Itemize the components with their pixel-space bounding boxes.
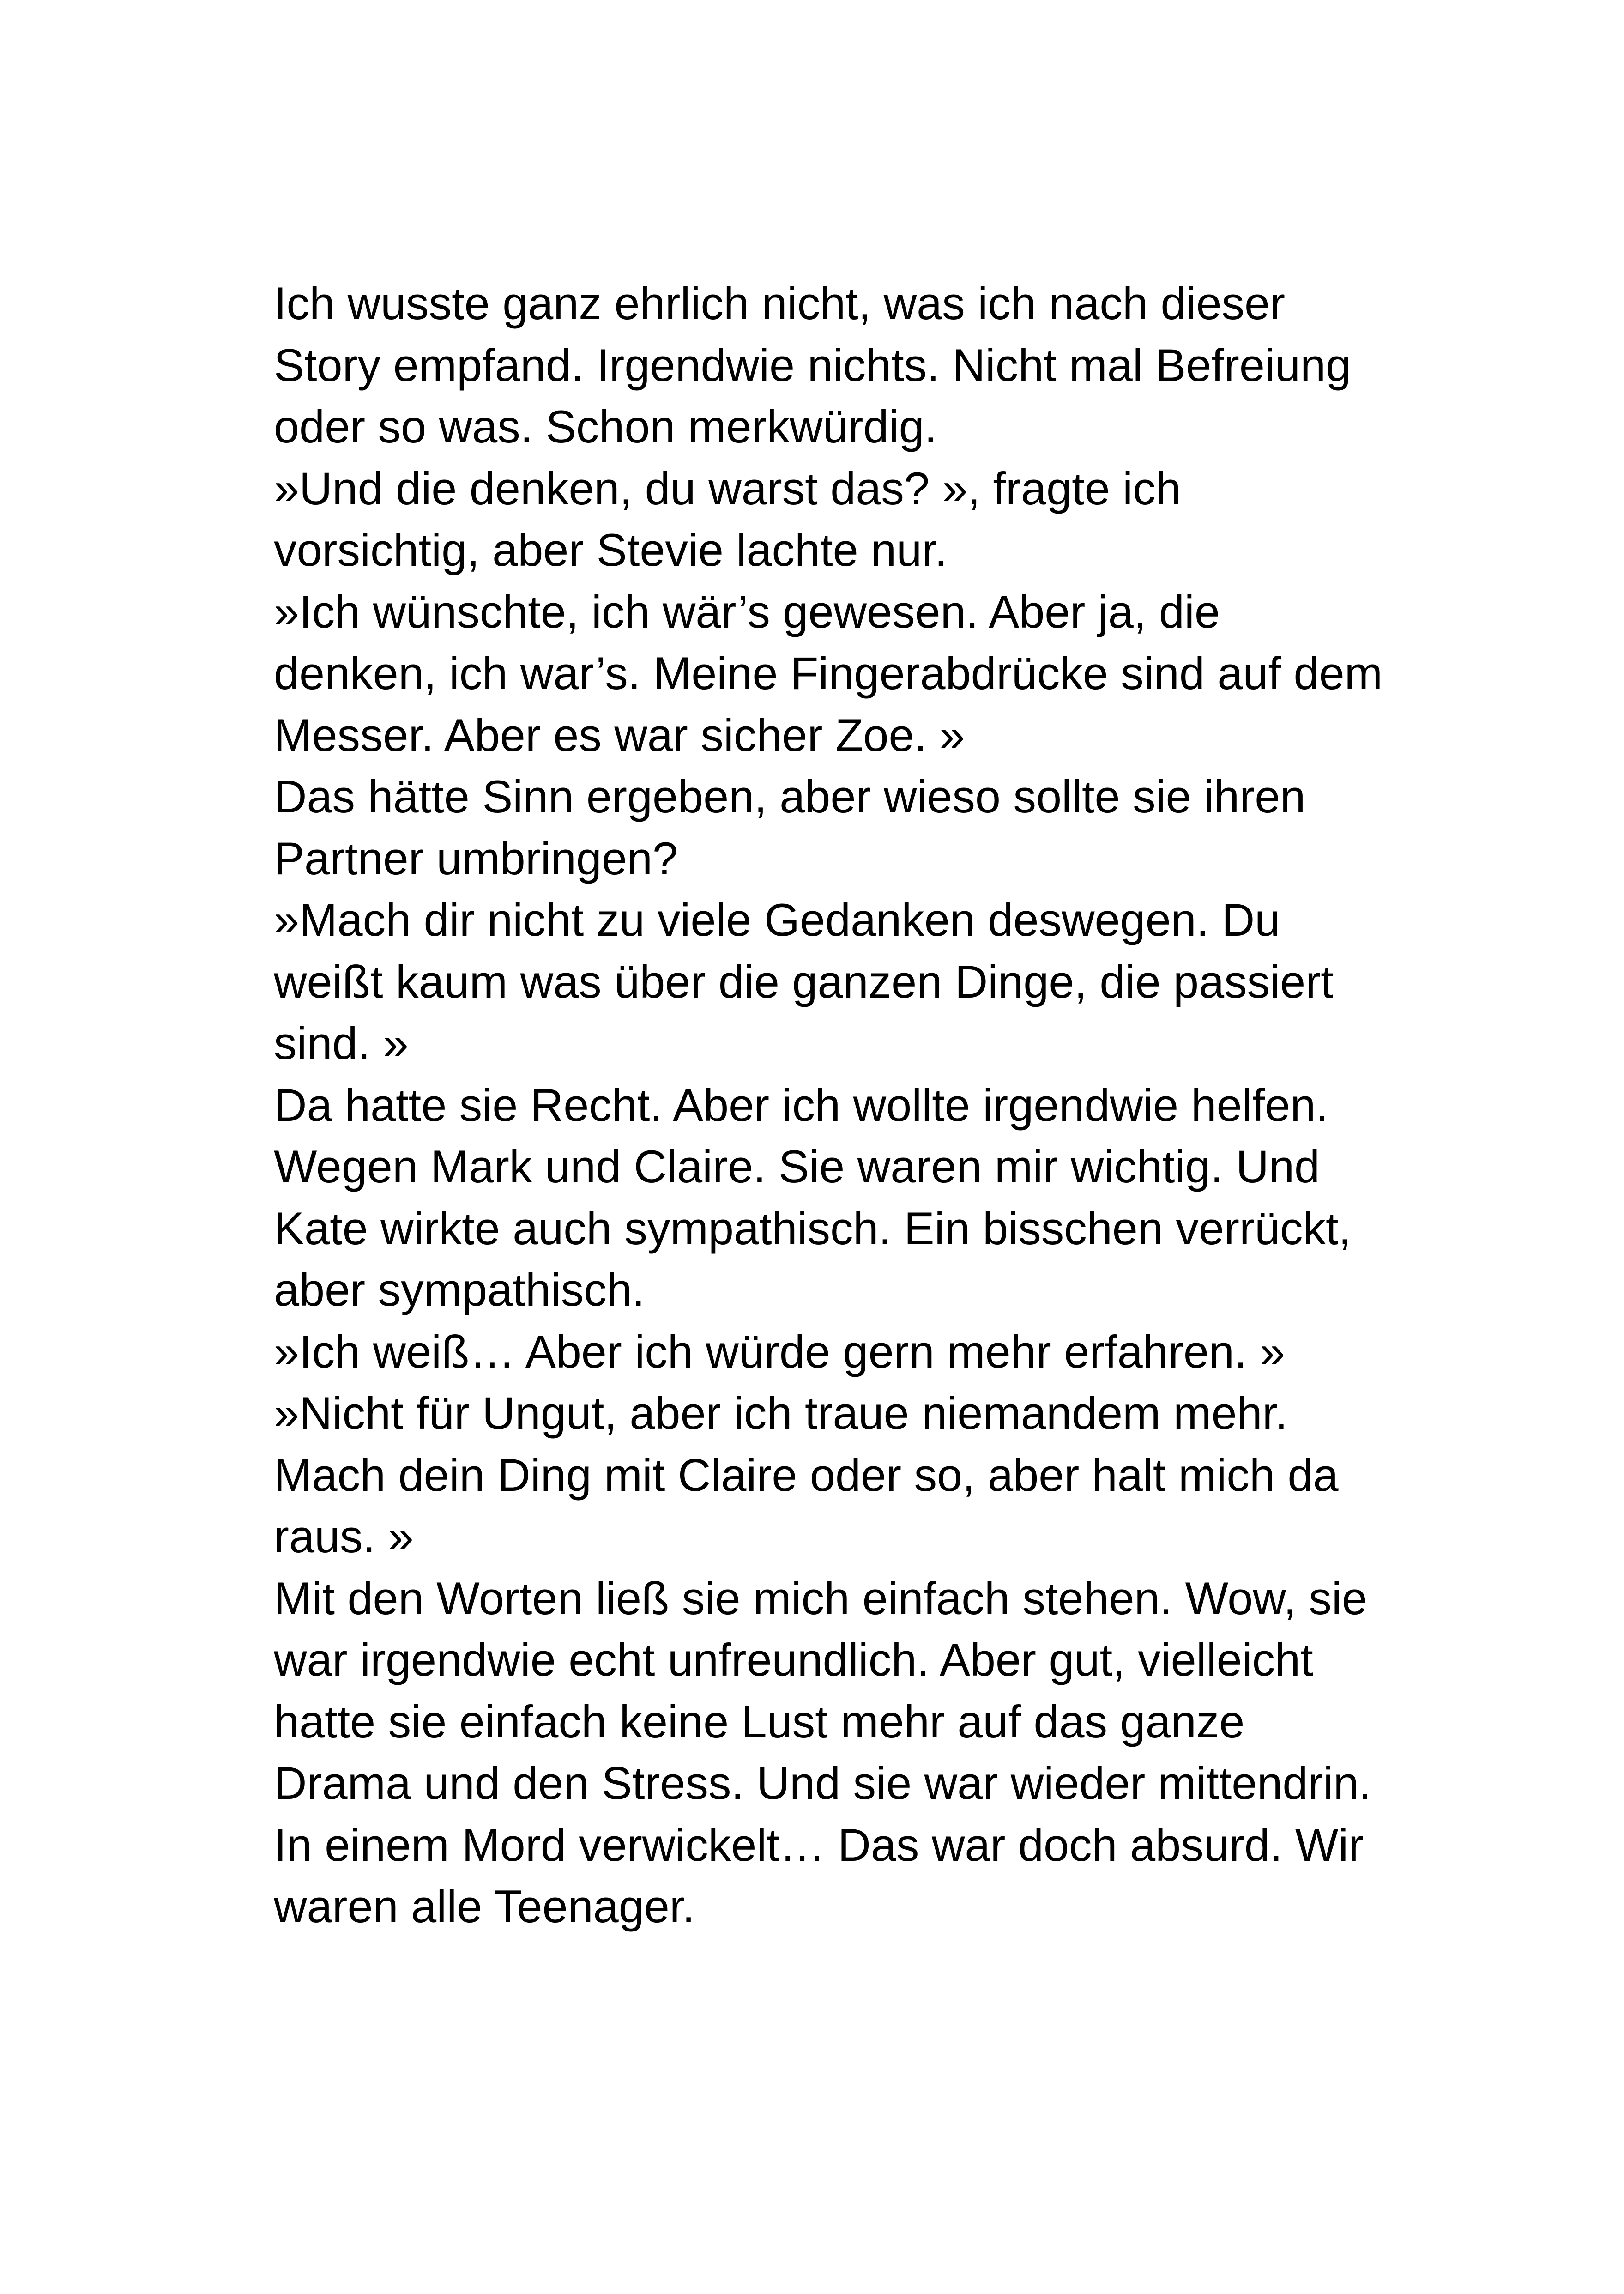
text-line: vorsichtig, aber Stevie lachte nur.	[274, 524, 948, 575]
text-line: weißt kaum was über die ganzen Dinge, die passiert	[274, 956, 1334, 1007]
text-line: Kate wirkte auch sympathisch. Ein bisschen verrückt,	[274, 1202, 1351, 1254]
text-line: In einem Mord verwickelt… Das war doch absurd. Wir	[274, 1819, 1364, 1870]
text-line: »Ich weiß… Aber ich würde gern mehr erfahren. »	[274, 1326, 1286, 1377]
text-line: Partner umbringen?	[274, 832, 678, 884]
text-line: war irgendwie echt unfreundlich. Aber gut, vielleicht	[274, 1634, 1313, 1685]
text-line: sind. »	[274, 1017, 409, 1069]
text-line: Wegen Mark und Claire. Sie waren mir wichtig. Und	[274, 1141, 1320, 1192]
text-line: »Mach dir nicht zu viele Gedanken deswegen. Du	[274, 894, 1280, 945]
text-line: Drama und den Stress. Und sie war wieder mittendrin.	[274, 1757, 1372, 1809]
text-line: aber sympathisch.	[274, 1264, 645, 1315]
text-line: Ich wusste ganz ehrlich nicht, was ich nach dieser	[274, 278, 1286, 329]
text-line: Messer. Aber es war sicher Zoe. »	[274, 709, 965, 761]
text-line: hatte sie einfach keine Lust mehr auf das ganze	[274, 1695, 1245, 1747]
text-line: raus. »	[274, 1511, 414, 1562]
text-line: denken, ich war’s. Meine Fingerabdrücke sind auf dem	[274, 648, 1383, 699]
text-line: Da hatte sie Recht. Aber ich wollte irgendwie helfen.	[274, 1079, 1328, 1131]
body-text	[274, 272, 1428, 1937]
text-line: oder so was. Schon merkwürdig.	[274, 401, 937, 452]
text-line: »Nicht für Ungut, aber ich traue niemandem mehr.	[274, 1387, 1288, 1439]
text-line: waren alle Teenager.	[274, 1881, 695, 1932]
text-line: Das hätte Sinn ergeben, aber wieso sollte sie ihren	[274, 771, 1306, 822]
text-line: Mit den Worten ließ sie mich einfach stehen. Wow, sie	[274, 1572, 1367, 1624]
text-line: Story empfand. Irgendwie nichts. Nicht mal Befreiung	[274, 339, 1352, 391]
text-line: »Ich wünschte, ich wär’s gewesen. Aber ja, die	[274, 586, 1220, 637]
text-line: Mach dein Ding mit Claire oder so, aber halt mich da	[274, 1449, 1339, 1501]
text-line: »Und die denken, du warst das? », fragte ich	[274, 462, 1181, 514]
